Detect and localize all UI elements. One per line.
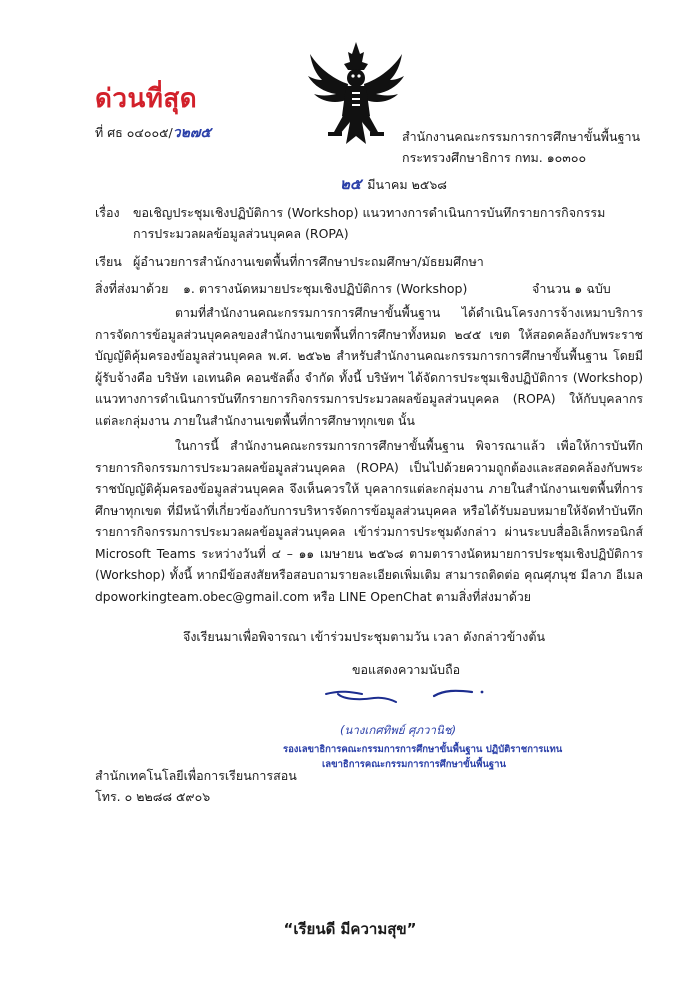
contact-phone: โทร. ๐ ๒๒๘๘ ๕๙๐๖ [95,789,211,804]
signer-position-line-1: รองเลขาธิการคณะกรรมการการศึกษาขั้นพื้นฐาน ปฏิบัติราชการแทน [283,744,563,755]
agency-address: กระทรวงศึกษาธิการ กทม. ๑๐๓๐๐ [402,150,587,165]
document-number [95,122,211,144]
paragraph-1-text: ตามที่สำนักงานคณะกรรมการการศึกษาขั้นพื้นฐาน ได้ดำเนินโครงการจ้างเหมาบริการการจัดการข้อมูลส่วนบุคคลของสำนักงานเขตพื้นที่การศึกษาทั้งหมด ๒๔๕ เขต ให้สอดคล้องกับพระราชบัญญัติคุ้มครองข้อมูลส่วนบุคคล พ.ศ. ๒๕๖๒ สำหรับสำนักงานคณะกรรมการการศึกษาขั้นพื้นฐาน โดยมีผู้รับจ้างคือ บริษัท เอเทนดิค คอนซัลติ้ง จำกัด ทั้งนี้ บริษัทฯ ได้จัดการประชุมเชิงปฏิบัติการ (Workshop) แนวทางการดำเนินการบันทึกรายการกิจกรรมการประมวลผลข้อมูลส่วนบุคคล (ROPA) ให้กับบุคลากรแต่ละกลุ่มงาน ภายในสำนักงานเขตพื้นที่การศึกษาทุกเขต นั้น [95,306,643,428]
enclosure-label: สิ่งที่ส่งมาด้วย [95,281,169,296]
body-paragraph-2 [95,436,643,608]
regards-text: ขอแสดงความนับถือ [352,662,461,677]
document-number-prefix: ที่ ศธ ๐๔๐๐๕/ [95,125,173,140]
subject-line-2: การประมวลผลข้อมูลส่วนบุคคล (ROPA) [133,226,349,241]
date-month-year: มีนาคม ๒๕๖๘ [367,177,447,192]
signer-name: (นางเกศทิพย์ ศุภวานิช) [340,723,457,737]
document-number-handwritten: ว๒๗๕ [172,125,211,141]
body-paragraph-1 [95,303,643,432]
agency-name: สำนักงานคณะกรรมการการศึกษาขั้นพื้นฐาน [402,129,641,144]
recipient-text: ผู้อำนวยการสำนักงานเขตพื้นที่การศึกษาประถมศึกษา/มัธยมศึกษา [133,254,484,269]
enclosure-item: ๑. ตารางนัดหมายประชุมเชิงปฏิบัติการ (Workshop) [183,281,468,296]
handwritten-signature [322,680,492,710]
subject-label: เรื่อง [95,205,120,220]
subject-line-1: ขอเชิญประชุมเชิงปฏิบัติการ (Workshop) แนวทางการดำเนินการบันทึกรายการกิจกรรม [133,205,606,220]
date-day-handwritten: ๒๕ [340,175,362,193]
closing-sentence: จึงเรียนมาเพื่อพิจารณา เข้าร่วมประชุมตามวัน เวลา ดังกล่าวข้างต้น [183,629,546,644]
garuda-emblem-icon [306,40,406,148]
letter-date [340,172,447,196]
paragraph-2-text: ในการนี้ สำนักงานคณะกรรมการการศึกษาขั้นพื้นฐาน พิจารณาแล้ว เพื่อให้การบันทึกรายการกิจกรรมการประมวลผลข้อมูลส่วนบุคคล (ROPA) เป็นไปด้วยความถูกต้องและสอดคล้องกับพระราชบัญญัติคุ้มครองข้อมูลส่วนบุคคล จึงเห็นควรให้ บุคลากรแต่ละกลุ่มงาน ภายในสำนักงานเขตพื้นที่การศึกษาทุกเขต ที่มีหน้าที่เกี่ยวข้องกับการบริหารจัดการข้อมูลส่วนบุคคล หรือได้รับมอบหมายให้จัดทำบันทึกรายการกิจกรรมการประมวลผลข้อมูลส่วนบุคคล เข้าร่วมการประชุมดังกล่าว ผ่านระบบสื่ออิเล็กทรอนิกส์ Microsoft Teams ระหว่างวันที่ ๔ – ๑๑ เมษายน ๒๕๖๘ ตามตารางนัดหมายการประชุมเชิงปฏิบัติการ (Workshop) ทั้งนี้ หากมีข้อสงสัยหรือสอบถามรายละเอียดเพิ่มเติม สามารถติดต่อ คุณศุภนุช มีลาภ อีเมล dpoworkingteam.obec@gmail.com หรือ LINE OpenChat ตามสิ่งที่ส่งมาด้วย [95,439,643,604]
signer-position-line-2: เลขาธิการคณะกรรมการการศึกษาขั้นพื้นฐาน [322,759,506,770]
contact-office: สำนักเทคโนโลยีเพื่อการเรียนการสอน [95,768,297,783]
urgency-label: ด่วนที่สุด [95,84,198,114]
recipient-label: เรียน [95,254,122,269]
motto: “เรียนดี มีความสุข” [283,920,417,938]
enclosure-quantity: จำนวน ๑ ฉบับ [532,281,611,296]
